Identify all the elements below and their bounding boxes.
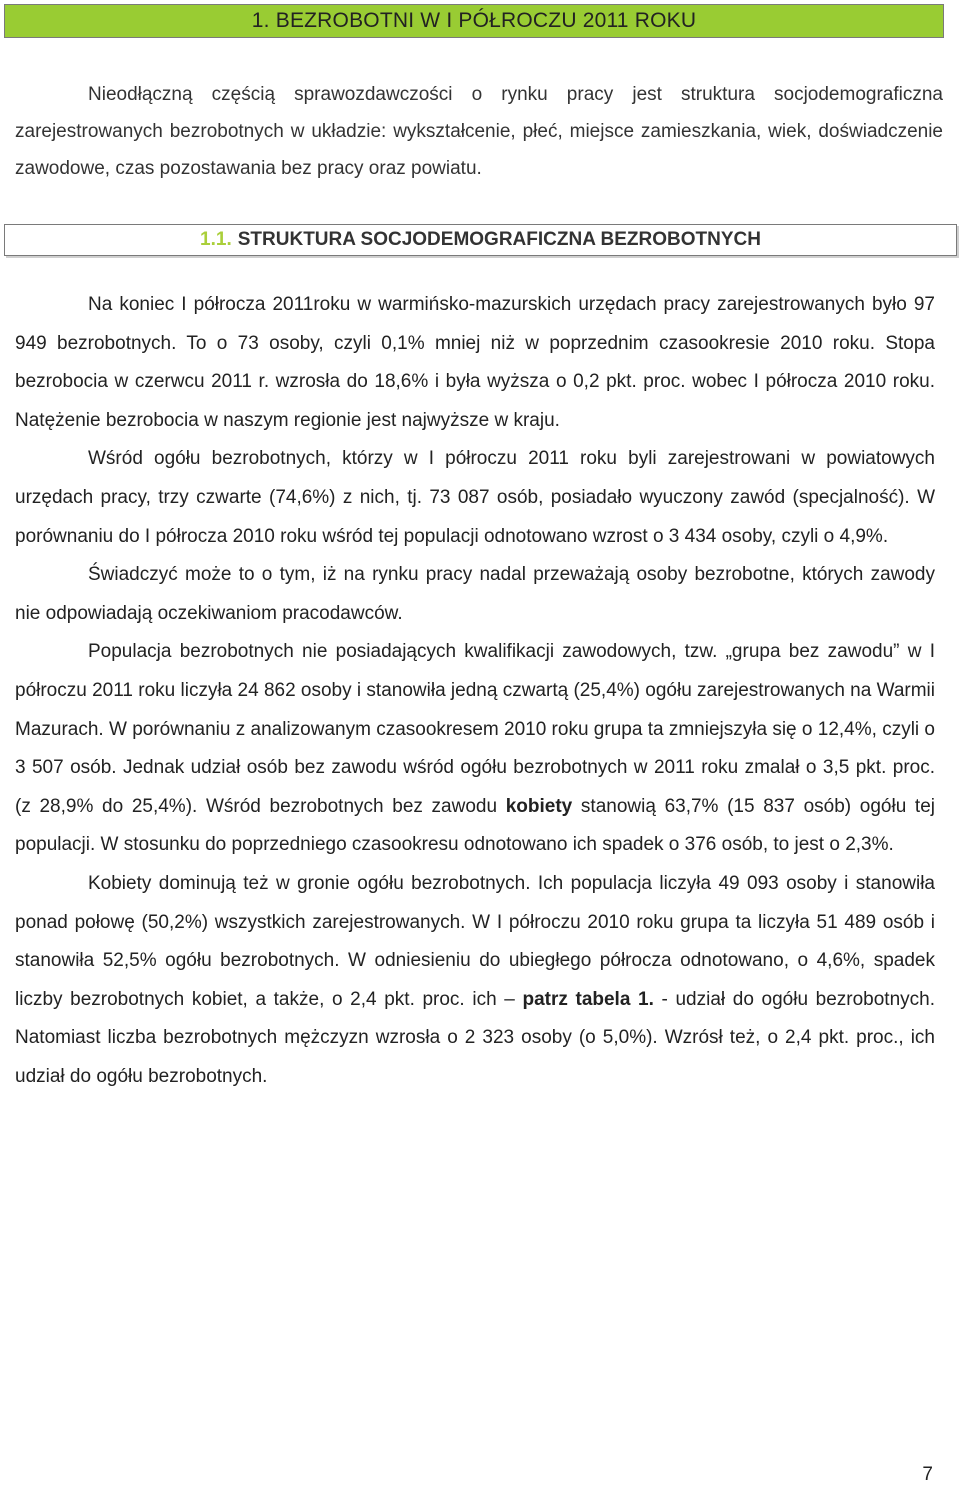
section-title: STRUKTURA SOCJODEMOGRAFICZNA BEZROBOTNYCH [237, 229, 761, 250]
paragraph-5-text-b: - udział do ogółu bezrobotnych. Natomiast liczba bezrobotnych mężczyzn wzrosła o 2 323 osoby (o 5,0%). Wzrósł też, o 2,4 pkt. proc., ich udział do ogółu bezrobotnych. [15, 988, 935, 1087]
paragraph-4-text-b: stanowią 63,7% (15 837 osób) ogółu tej populacji. W stosunku do poprzedniego czasookresu odnotowano ich spadek o 376 osób, to jest o 2,3%. [15, 795, 935, 856]
body-text [15, 286, 935, 1096]
section-heading-box [4, 224, 957, 256]
section-number: 1.1. [200, 229, 232, 250]
paragraph-4 [15, 633, 935, 865]
intro-section [15, 76, 943, 187]
paragraph-5 [15, 865, 935, 1097]
intro-paragraph: Nieodłączną częścią sprawozdawczości o rynku pracy jest struktura socjodemograficzna zarejestrowanych bezrobotnych w układzie: wykształcenie, płeć, miejsce zamieszkania, wiek, doświadczenie zawodowe, czas pozostawania bez pracy oraz powiatu. [15, 84, 943, 179]
paragraph-4-bold: kobiety [505, 795, 573, 817]
page-number: 7 [922, 1464, 933, 1485]
paragraph-1: Na koniec I półrocza 2011roku w warmińsko-mazurskich urzędach pracy zarejestrowanych było 97 949 bezrobotnych. To o 73 osoby, czyli 0,1% mniej niż w poprzednim czasookresie 2010 roku. Stopa bezrobocia w czerwcu 2011 r. wzrosła do 18,6% i była wyższa o 0,2 pkt. proc. wobec I półrocza 2010 roku. Natężenie bezrobocia w naszym regionie jest najwyższe w kraju. [15, 294, 935, 431]
paragraph-5-text-a: Kobiety dominują też w gronie ogółu bezrobotnych. Ich populacja liczyła 49 093 osoby i stanowiła ponad połowę (50,2%) wszystkich zarejestrowanych. W I półroczu 2010 roku grupa ta liczyła 51 489 osób i stanowiła 52,5% ogółu bezrobotnych. W odniesieniu do ubiegłego półrocza odnotowano, o 4,6%, spadek liczby bezrobotnych kobiet, a także, o 2,4 pkt. proc. ich – [15, 872, 935, 1010]
chapter-heading: 1. BEZROBOTNI W I PÓŁROCZU 2011 ROKU [251, 9, 697, 32]
paragraph-5-bold-link-ref: patrz tabela 1. [522, 988, 654, 1010]
paragraph-3: Świadczyć może to o tym, iż na rynku pracy nadal przeważają osoby bezrobotne, których zawody nie odpowiadają oczekiwaniom pracodawców. [15, 564, 935, 624]
chapter-heading-box [4, 4, 944, 38]
paragraph-2: Wśród ogółu bezrobotnych, którzy w I półroczu 2011 roku byli zarejestrowani w powiatowych urzędach pracy, trzy czwarte (74,6%) z nich, tj. 73 087 osób, posiadało wyuczony zawód (specjalność). W porównaniu do I półrocza 2010 roku wśród tej populacji odnotowano wzrost o 3 434 osoby, czyli o 4,9%. [15, 448, 935, 547]
paragraph-4-text-a: Populacja bezrobotnych nie posiadających kwalifikacji zawodowych, tzw. „grupa bez zawodu” w I półroczu 2011 roku liczyła 24 862 osoby i stanowiła jedną czwartą (25,4%) ogółu zarejestrowanych na Warmii Mazurach. W porównaniu z analizowanym czasookresem 2010 roku grupa ta zmniejszyła się o 12,4%, czyli o 3 507 osób. Jednak udział osób bez zawodu wśród ogółu bezrobotnych w 2011 roku zmalał o 3,5 pkt. proc. (z 28,9% do 25,4%). Wśród bezrobotnych bez zawodu [15, 641, 935, 817]
